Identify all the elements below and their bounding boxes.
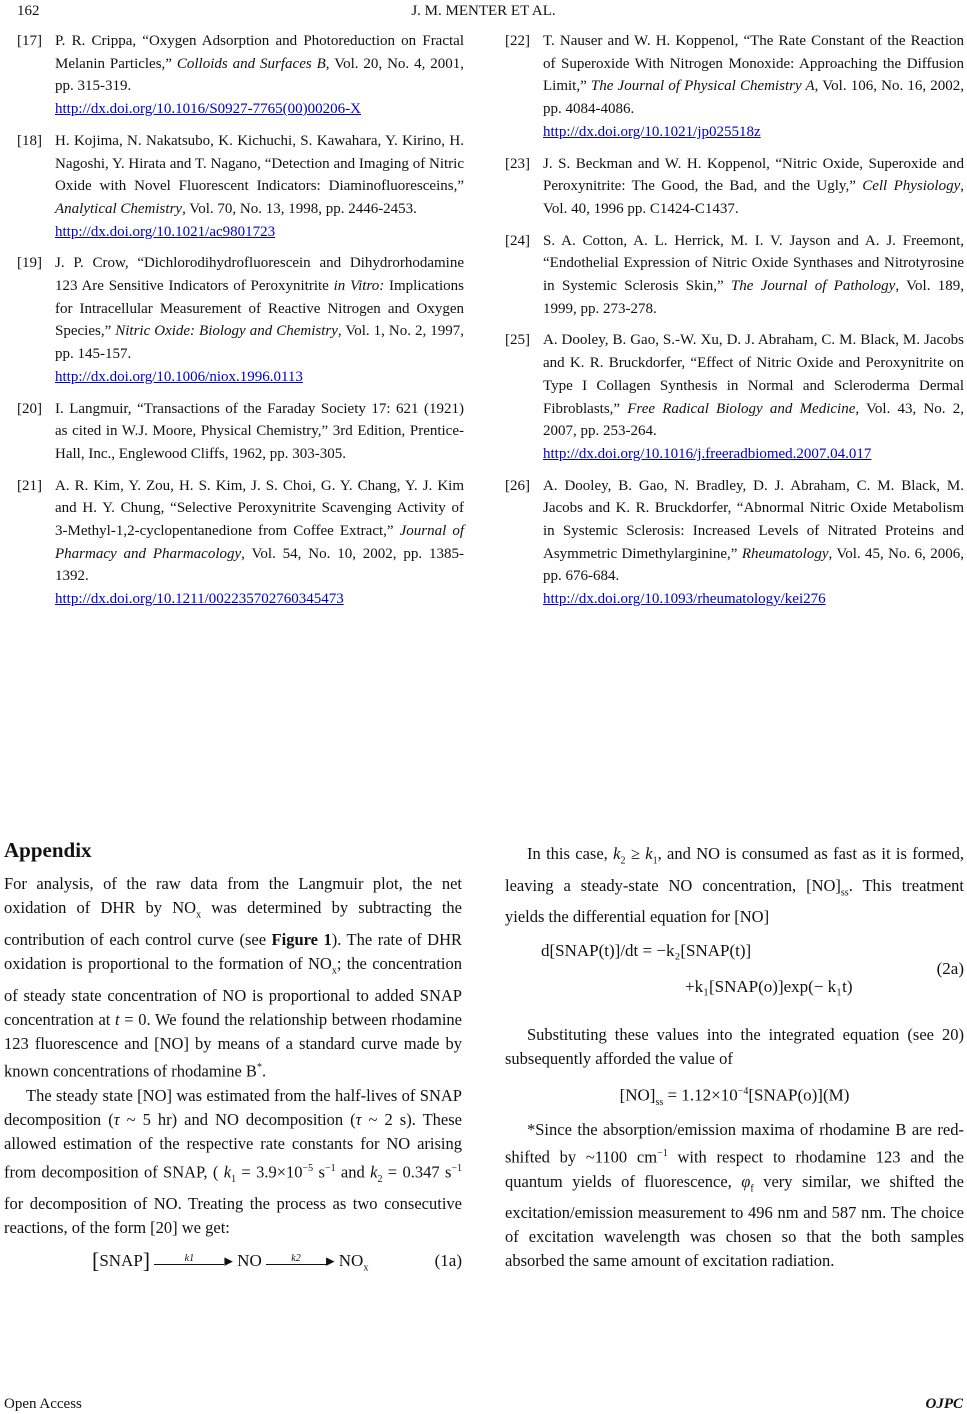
reference-doi-link[interactable]: http://dx.doi.org/10.1016/S0927-7765(00)00206-X (55, 101, 361, 118)
text-segment: Colloids and Surfaces B (176, 55, 326, 72)
text-segment: , Vol. 1, No. 2, 1997, pp. 145-157. (55, 323, 464, 363)
reference-number: [20] (17, 400, 42, 417)
reference-item (17, 30, 464, 121)
text-segment: −1 (324, 1162, 336, 1174)
text-segment: , Vol. 106, No. 16, 2002, pp. 4084-4086. (543, 78, 964, 118)
text-segment: −1 (657, 1147, 668, 1159)
reference-item (17, 252, 464, 388)
reference-doi-link[interactable]: http://dx.doi.org/10.1093/rheumatology/kei276 (543, 591, 826, 608)
eq-no: NO (237, 1250, 262, 1270)
text-segment: . (261, 1061, 267, 1081)
text-segment: , Vol. 70, No. 13, 1998, pp. 2446-2453. (182, 200, 417, 217)
text-segment: 1 (231, 1173, 237, 1185)
text-segment: Nitric Oxide: Biology and Chemistry (115, 323, 338, 340)
text-segment: τ (355, 1110, 362, 1130)
reference-number: [24] (505, 232, 530, 249)
reference-item (505, 230, 964, 321)
reference-doi-link[interactable]: http://dx.doi.org/10.1211/002235702760345473 (55, 591, 344, 608)
text-segment: t (115, 1009, 120, 1029)
text-segment: J. P. Crow, “Dichlorodihydrofluorescein and Dihydrorhodamine 123 Are Sensitive Indicators of Peroxynitrite (55, 255, 464, 295)
eq-nox: NO (338, 1250, 364, 1270)
text-segment: Figure 1 (271, 929, 332, 949)
reference-doi-link[interactable]: http://dx.doi.org/10.1016/j.freeradbiomed.2007.04.017 (543, 445, 872, 462)
reference-number: [18] (17, 132, 42, 149)
eq-2a-line2: +k₁[SNAP(o)]exp(− k₁t) (685, 977, 853, 997)
reference-doi-link[interactable]: http://dx.doi.org/10.1021/jp025518z (543, 123, 761, 140)
text-segment: x (331, 965, 337, 977)
footer-journal: OJPC (925, 1396, 963, 1412)
text-segment: , Vol. 43, No. 2, 2007, pp. 253-264. (543, 400, 964, 440)
text-segment: , Vol. 54, No. 10, 2002, pp. 1385-1392. (55, 545, 464, 585)
text-segment: , and NO is consumed as fast as it is formed, leaving a steady-state NO concentration, [NO] (505, 844, 965, 895)
text-segment: ~ 5 hr) and NO decomposition ( (119, 1110, 356, 1130)
text-segment: I. Langmuir, “Transactions of the Faraday Society 17: 621 (1921) as cited in W.J. Moore, Physical Chemistry,” 3rd Edition, Prentice-Hall, Inc., Englewood Cliffs, 1962, pp. 303-305. (55, 400, 464, 462)
text-segment: , Vol. 20, No. 4, 2001, pp. 315-319. (55, 55, 464, 95)
text-segment: in Vitro: (333, 278, 385, 295)
eq-2a-label: (2a) (936, 959, 964, 979)
references-left (17, 30, 464, 620)
text-segment: Free Radical Biology and Medicine (627, 400, 856, 417)
equation-2a (505, 933, 964, 1013)
text-segment: f (750, 1182, 754, 1194)
reference-number: [26] (505, 477, 530, 494)
text-segment: = 0. We found the relationship between rhodamine 123 fluorescence and [NO] by means of a standard curve made by known concentrations of rhodamine B (4, 1009, 462, 1081)
text-segment: The Journal of Pathology (730, 278, 896, 295)
text-segment: Rheumatology (741, 545, 829, 562)
footnote (505, 1118, 964, 1274)
text-segment: was determined by subtracting the contribution of each control curve (see (4, 898, 462, 949)
text-segment: ≥ (625, 844, 646, 863)
text-segment: A. Dooley, B. Gao, S.-W. Xu, D. J. Abraham, C. M. Black, M. Jacobs and K. R. Bruckdorfer, “Effect of Nitric Oxide and Peroxynitrite on Type I Collagen Synthesis in Normal and Scleroderma Dermal Fibroblasts,” (543, 332, 964, 417)
text-segment: 2 (377, 1173, 383, 1185)
eq-2a-line1: d[SNAP(t)]/dt = −k₂[SNAP(t)] (541, 941, 752, 961)
text-segment: very similar, we shifted the excitation/emission measurement to 496 nm and 587 nm. The choice of excitation wavelength was chosen so that the both samples absorbed the same amount of excitation radiation. (505, 1171, 964, 1271)
text-segment: = 3.9×10 (236, 1162, 303, 1182)
reference-item (505, 329, 964, 465)
text-segment: T. Nauser and W. H. Koppenol, “The Rate Constant of the Reaction of Superoxide With Nitrogen Monoxide: Approaching the Diffusion Limit,” (543, 33, 964, 95)
reference-item (505, 30, 964, 144)
text-segment: ; the concentration of steady state concentration of NO is proportional to added SNAP concentration at (4, 954, 462, 1029)
text-segment: H. Kojima, N. Nakatsubo, K. Kichuchi, S. Kawahara, Y. Kirino, H. Nagoshi, Y. Hirata and T. Nagano, “Detection and Imaging of Nitric Oxide with Novel Fluorescent Indicators: Diaminofluoresceins,” (55, 132, 464, 195)
reference-number: [25] (505, 332, 530, 349)
text-segment: The Journal of Physical Chemistry A (590, 78, 815, 95)
reference-doi-link[interactable]: http://dx.doi.org/10.1021/ac9801723 (55, 223, 276, 240)
text-segment: Analytical Chemistry (55, 200, 183, 217)
text-segment: P. R. Crippa, “Oxygen Adsorption and Photoreduction on Fractal Melanin Particles,” (55, 33, 464, 72)
text-segment: k (613, 844, 621, 863)
text-segment: . This treatment yields the differential equation for [NO] (505, 875, 964, 926)
text-segment: and (335, 1162, 371, 1182)
text-segment: for decomposition of NO. Treating the process as two consecutive reactions, of the form [20] we get: (4, 1193, 462, 1237)
text-segment: , Vol. 40, 1996 pp. C1424-C1437. (543, 178, 964, 217)
text-segment: x (196, 909, 202, 921)
reference-item (17, 398, 464, 466)
reference-number: [22] (505, 33, 530, 49)
paragraph (505, 1023, 964, 1071)
text-segment: φ (741, 1171, 751, 1191)
text-segment: Implications for Intracellular Measurement of Reactive Nitrogen and Oxygen Species,” (55, 278, 464, 340)
reference-item (505, 153, 964, 221)
references-right (505, 30, 964, 620)
text-segment: , Vol. 45, No. 6, 2006, pp. 676-684. (543, 545, 964, 585)
text-segment: s (313, 1162, 325, 1182)
paragraph (505, 842, 964, 929)
text-segment: k (223, 1162, 232, 1182)
appendix-right (505, 842, 964, 1274)
footer-open-access: Open Access (4, 1396, 82, 1412)
text-segment: −5 (302, 1162, 314, 1174)
reference-item (17, 130, 464, 244)
text-segment: ~ 2 s). These allowed estimation of the respective rate constants for NO arising from decomposition of SNAP, ( (4, 1110, 462, 1182)
arrow-k2: k2 (266, 1254, 326, 1265)
reference-text (55, 252, 464, 366)
page-number: 162 (17, 3, 40, 19)
text-segment: Journal of Pharmacy and Pharmacology (55, 523, 464, 562)
text-segment: A. R. Kim, Y. Zou, H. S. Kim, J. S. Choi, G. Y. Chang, Y. J. Kim and H. Y. Chung, “Selective Peroxynitrite Scavenging Activity of 3-Methyl-1,2-cyclopentanedione from Coffee Extract,” (55, 477, 464, 540)
reference-item (505, 475, 964, 611)
equation-1a: [SNAP] k1 ▸ NO k2 ▸ $NO_x$ (1a) (4, 1244, 462, 1278)
text-segment: with respect to rhodamine 123 and the quantum yields of fluorescence, (505, 1147, 964, 1191)
text-segment: In this case, (527, 844, 614, 863)
text-segment: For analysis, of the raw data from the Langmuir plot, the net oxidation of DHR by NO (4, 874, 462, 918)
reference-number: [23] (505, 155, 530, 172)
text-segment: k (645, 844, 653, 863)
text-segment: *Since the absorption/emission maxima of rhodamine B are red-shifted by ~1100 cm (505, 1119, 964, 1167)
text-segment: ss (840, 886, 849, 898)
reference-text (55, 30, 464, 98)
reference-number: [21] (17, 477, 42, 494)
reference-doi-link[interactable]: http://dx.doi.org/10.1006/niox.1996.0113 (55, 368, 303, 385)
equation-no-ss: $[NO]_{ss}$ = $1.12\times 10^{-4}[SNAP(o)](M)$ (619, 1085, 850, 1108)
text-segment: S. A. Cotton, A. L. Herrick, M. I. V. Jayson and A. J. Freemont, “Endothelial Expression of Nitric Oxide Synthases and Nitrotyrosine in Systemic Sclerosis Skin,” (543, 232, 964, 295)
reference-text (543, 153, 964, 221)
eq-1a-label: (1a) (434, 1250, 462, 1270)
text-segment: = 0.347 s (382, 1162, 452, 1182)
reference-text (55, 398, 464, 466)
reference-item (17, 475, 464, 611)
text-segment: , Vol. 189, 1999, pp. 273-278. (543, 278, 964, 317)
text-segment: J. S. Beckman and W. H. Koppenol, “Nitric Oxide, Superoxide and Peroxynitrite: The Good, the Bad, and the Ugly,” (543, 155, 964, 195)
reference-number: [17] (17, 33, 42, 49)
reference-text (55, 130, 464, 221)
reference-text (543, 475, 964, 589)
text-segment: k (370, 1162, 378, 1182)
text-segment: The steady state [NO] was estimated from the half-lives of SNAP decomposition ( (4, 1085, 462, 1130)
text-segment: 1 (652, 855, 658, 867)
eq-snap: SNAP (99, 1250, 143, 1270)
arrow-k1: k1 (154, 1254, 224, 1265)
text-segment: τ (113, 1110, 120, 1130)
paragraph (4, 872, 462, 1084)
reference-text (543, 230, 964, 321)
reference-number: [19] (17, 255, 42, 272)
reference-text (543, 329, 964, 443)
text-segment: A. Dooley, B. Gao, N. Bradley, D. J. Abraham, C. M. Black, M. Jacobs and K. R. Bruckdorfer, “Abnormal Nitric Oxide Metabolism in Systemic Sclerosis: Increased Levels of Nitrated Proteins and Asymmetric Dimethylarginine,” (543, 477, 964, 562)
text-segment: 2 (620, 855, 626, 867)
running-title: J. M. MENTER ET AL. (411, 3, 556, 19)
appendix-heading: Appendix (4, 838, 92, 862)
text-segment: Cell Physiology (862, 178, 961, 195)
text-segment: −1 (451, 1162, 463, 1174)
reference-text (543, 30, 964, 121)
appendix-left (4, 838, 462, 1278)
text-segment: * (256, 1062, 262, 1074)
reference-text (55, 475, 464, 589)
text-segment: ). The rate of DHR oxidation is proportional to the formation of NO (4, 929, 462, 974)
paragraph (4, 1084, 462, 1240)
text-segment: Substituting these values into the integrated equation (see 20) subsequently afforded the value of (505, 1025, 964, 1069)
